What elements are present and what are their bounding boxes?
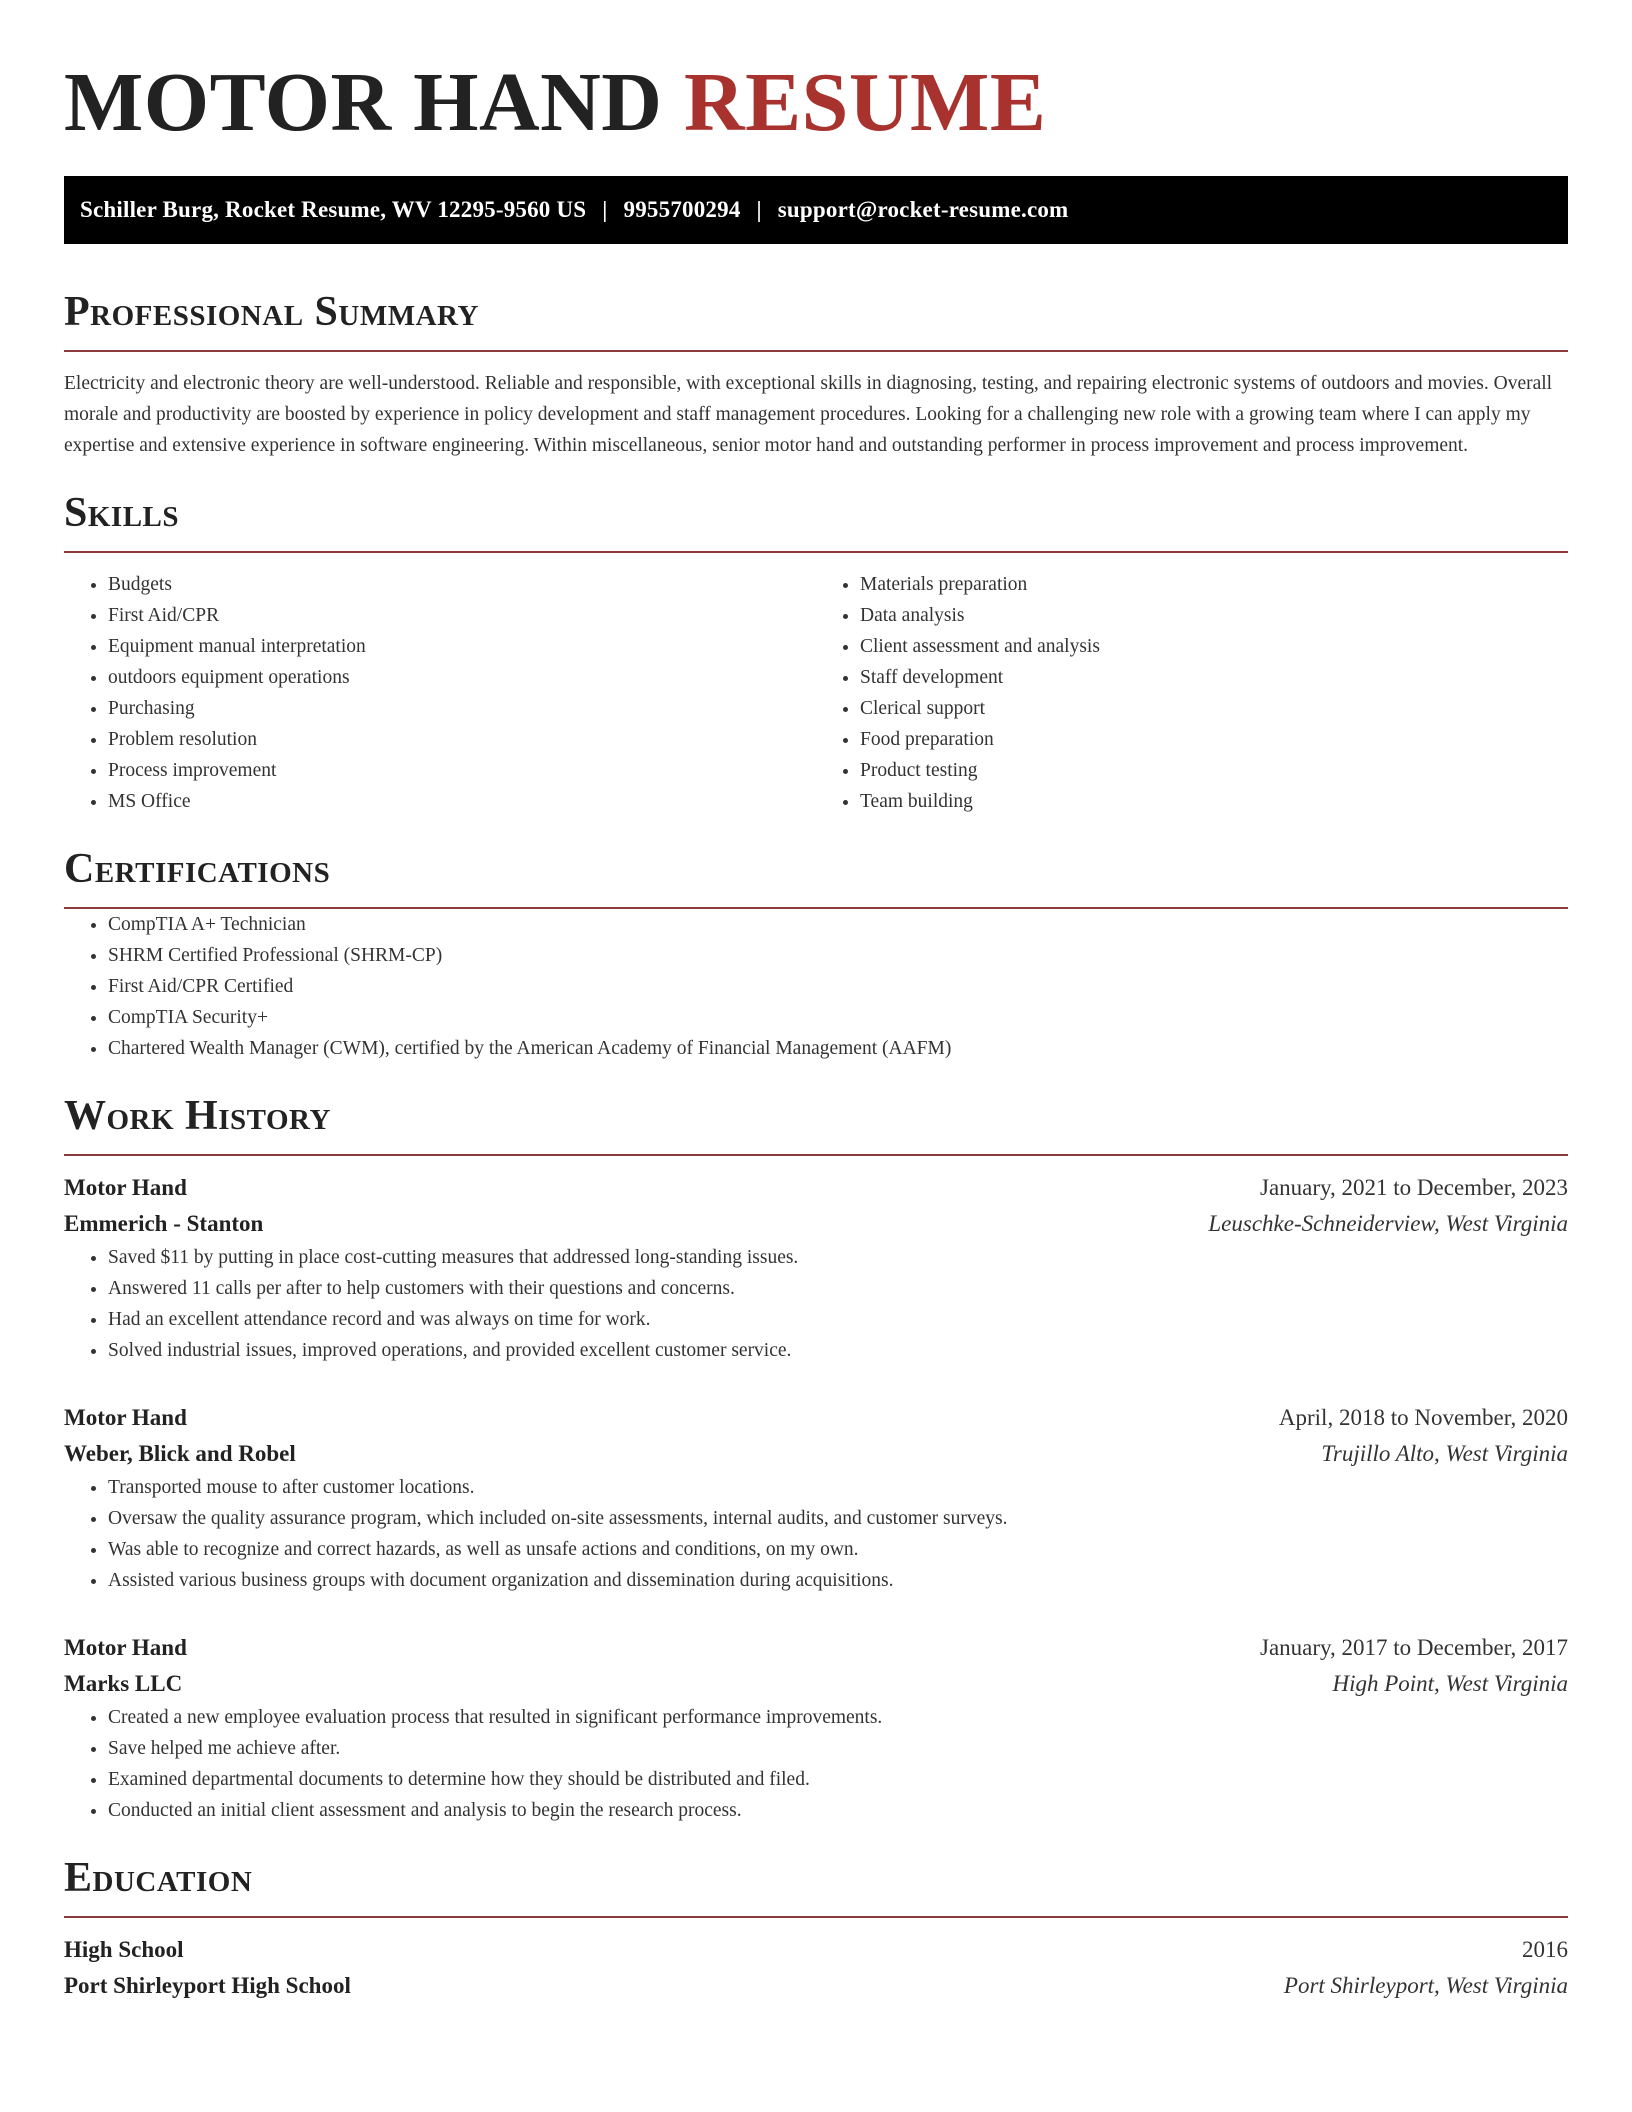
certification-item: • CompTIA A+ Technician	[108, 909, 1568, 940]
section-divider	[64, 1916, 1568, 1918]
job-duties-list	[64, 1702, 1568, 1826]
job-company: Emmerich - Stanton	[64, 1211, 264, 1236]
skills-list-right	[816, 569, 1568, 817]
skill-item: • Product testing	[860, 755, 1568, 786]
certification-item: • Chartered Wealth Manager (CWM), certified by the American Academy of Financial Management (AAFM)	[108, 1033, 1568, 1064]
job-company: Marks LLC	[64, 1671, 183, 1696]
job-duty: • Oversaw the quality assurance program, which included on-site assessments, internal audits, and customer surveys.	[108, 1503, 1568, 1534]
job-subheader	[64, 1206, 1568, 1242]
summary-text: Electricity and electronic theory are well-understood. Reliable and responsible, with exceptional skills in diagnosing, testing, and repairing electronic systems of outdoors and movies. Overall morale and productivity are boosted by experience in policy development and staff management procedures. Looking for a challenging new role with a growing team where I can apply my expertise and extensive experience in software engineering. Within miscellaneous, senior motor hand and outstanding performer in process improvement and process improvement.	[64, 373, 1553, 456]
education-heading: Education	[64, 1855, 253, 1901]
certifications-section	[64, 845, 1568, 1064]
work-history-heading: Work History	[64, 1093, 331, 1139]
skill-item: • MS Office	[108, 786, 816, 817]
skill-item: • Process improvement	[108, 755, 816, 786]
skill-item: • Team building	[860, 786, 1568, 817]
job-entry	[64, 1630, 1568, 1826]
job-subheader	[64, 1666, 1568, 1702]
job-entry	[64, 1170, 1568, 1366]
job-location: Trujillo Alto, West Virginia	[1321, 1441, 1568, 1466]
skill-item: • Purchasing	[108, 693, 816, 724]
job-header	[64, 1400, 1568, 1436]
skill-item: • Equipment manual interpretation	[108, 631, 816, 662]
job-duties-list	[64, 1242, 1568, 1366]
skills-section	[64, 489, 1568, 817]
skill-item: • Client assessment and analysis	[860, 631, 1568, 662]
job-title: Motor Hand	[64, 1405, 187, 1430]
job-header	[64, 1630, 1568, 1666]
skills-grid	[64, 569, 1568, 817]
job-duty: • Created a new employee evaluation process that resulted in significant performance improvements.	[108, 1702, 1568, 1733]
education-subheader	[64, 1968, 1568, 2004]
resume-title	[64, 0, 1568, 148]
skill-item: • outdoors equipment operations	[108, 662, 816, 693]
job-location: High Point, West Virginia	[1332, 1671, 1568, 1696]
skill-item: • First Aid/CPR	[108, 600, 816, 631]
education-school: Port Shirleyport High School	[64, 1973, 351, 1998]
job-duty: • Solved industrial issues, improved operations, and provided excellent customer service.	[108, 1335, 1568, 1366]
job-duty: • Answered 11 calls per after to help customers with their questions and concerns.	[108, 1273, 1568, 1304]
skill-item: • Clerical support	[860, 693, 1568, 724]
contact-phone[interactable]: 9955700294	[623, 197, 741, 222]
education-year: 2016	[1522, 1937, 1568, 1962]
education-section	[64, 1854, 1568, 2004]
skills-list-left	[64, 569, 816, 817]
skill-item: • Problem resolution	[108, 724, 816, 755]
skill-item: • Materials preparation	[860, 569, 1568, 600]
job-duties-list	[64, 1472, 1568, 1596]
skill-item: • Budgets	[108, 569, 816, 600]
summary-section	[64, 288, 1568, 461]
education-location: Port Shirleyport, West Virginia	[1283, 1973, 1568, 1998]
job-duty: • Was able to recognize and correct hazards, as well as unsafe actions and conditions, on my own.	[108, 1534, 1568, 1565]
section-divider	[64, 350, 1568, 352]
certification-item: • CompTIA Security+	[108, 1002, 1568, 1033]
education-header	[64, 1932, 1568, 1968]
job-dates: April, 2018 to November, 2020	[1278, 1405, 1568, 1430]
resume-title-main: MOTOR HAND	[64, 56, 663, 149]
job-entry	[64, 1400, 1568, 1596]
job-title: Motor Hand	[64, 1175, 187, 1200]
job-duty: • Saved $11 by putting in place cost-cutting measures that addressed long-standing issues.	[108, 1242, 1568, 1273]
work-history-section	[64, 1092, 1568, 1826]
job-duty: • Assisted various business groups with document organization and dissemination during acquisitions.	[108, 1565, 1568, 1596]
certifications-list	[64, 909, 1568, 1064]
job-duty: • Save helped me achieve after.	[108, 1733, 1568, 1764]
section-divider	[64, 551, 1568, 553]
skill-item: • Data analysis	[860, 600, 1568, 631]
job-company: Weber, Blick and Robel	[64, 1441, 296, 1466]
skills-heading: Skills	[64, 490, 180, 536]
contact-address: Schiller Burg, Rocket Resume, WV 12295-9560 US	[80, 197, 587, 222]
contact-separator: |	[756, 197, 762, 222]
skill-item: • Food preparation	[860, 724, 1568, 755]
contact-bar	[64, 176, 1568, 244]
contact-separator: |	[602, 197, 608, 222]
job-subheader	[64, 1436, 1568, 1472]
job-dates: January, 2021 to December, 2023	[1260, 1175, 1568, 1200]
contact-email[interactable]: support@rocket-resume.com	[777, 197, 1069, 222]
job-dates: January, 2017 to December, 2017	[1260, 1635, 1568, 1660]
certification-item: • First Aid/CPR Certified	[108, 971, 1568, 1002]
resume-title-accent: RESUME	[683, 56, 1047, 149]
job-duty: • Examined departmental documents to determine how they should be distributed and filed.	[108, 1764, 1568, 1795]
section-divider	[64, 1154, 1568, 1156]
certifications-heading: Certifications	[64, 846, 331, 892]
job-location: Leuschke-Schneiderview, West Virginia	[1208, 1211, 1568, 1236]
job-header	[64, 1170, 1568, 1206]
job-duty: • Had an excellent attendance record and was always on time for work.	[108, 1304, 1568, 1335]
summary-heading: Professional Summary	[64, 289, 479, 335]
job-duty: • Conducted an initial client assessment and analysis to begin the research process.	[108, 1795, 1568, 1826]
job-title: Motor Hand	[64, 1635, 187, 1660]
skill-item: • Staff development	[860, 662, 1568, 693]
education-degree: High School	[64, 1937, 184, 1962]
job-duty: • Transported mouse to after customer locations.	[108, 1472, 1568, 1503]
certification-item: • SHRM Certified Professional (SHRM-CP)	[108, 940, 1568, 971]
education-entry	[64, 1932, 1568, 2004]
